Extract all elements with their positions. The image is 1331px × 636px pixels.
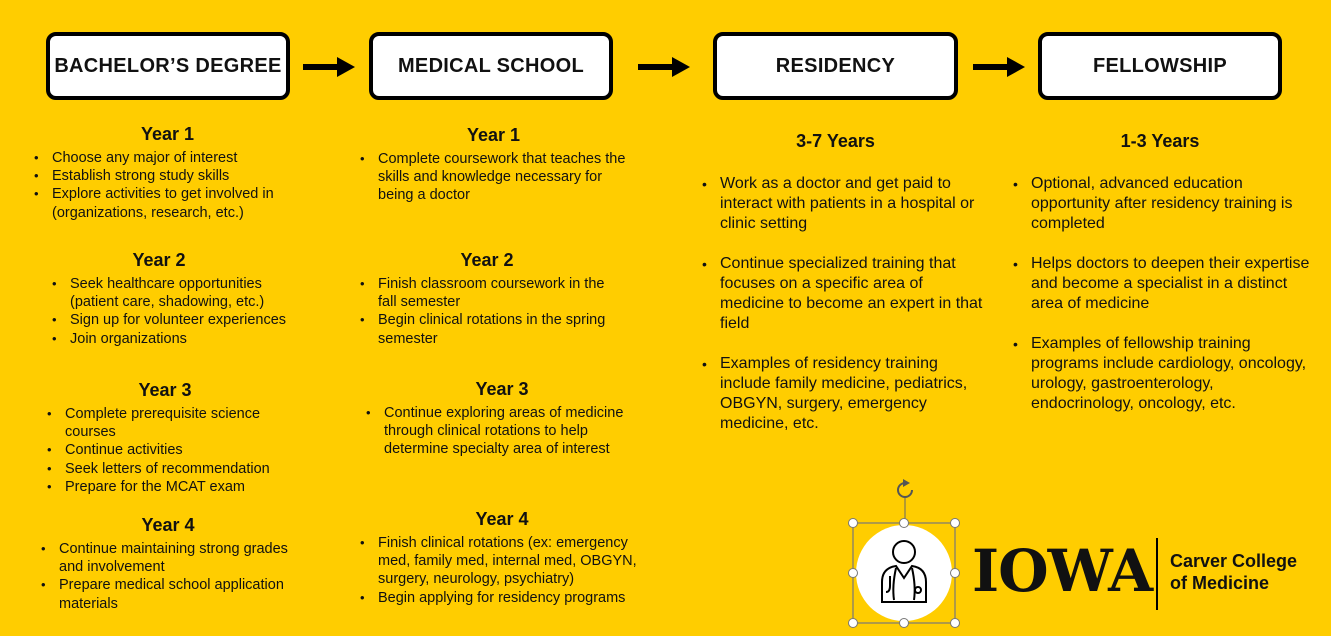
doctor-icon-selection[interactable] bbox=[840, 478, 970, 628]
stage-label: MEDICAL SCHOOL bbox=[397, 54, 585, 77]
list-item: • Finish clinical rotations (ex: emergency med, family med, internal med, OBGYN, surgery, neurology, psychiatry) bbox=[356, 534, 648, 589]
stage-label: BACHELOR’S DEGREE bbox=[54, 54, 282, 77]
year-heading: Year 2 bbox=[460, 250, 514, 270]
list-item: • Complete prerequisite science courses bbox=[43, 405, 305, 441]
year-heading: Year 3 bbox=[138, 380, 192, 400]
stage-fellowship bbox=[1038, 32, 1282, 100]
list-item: • Begin applying for residency programs bbox=[356, 589, 648, 607]
stage-bachelors-degree bbox=[46, 32, 290, 100]
year-heading: Year 2 bbox=[132, 250, 186, 270]
list-item: • Begin clinical rotations in the spring semester bbox=[356, 311, 618, 347]
list-item: • Complete coursework that teaches the skills and knowledge necessary for being a doctor bbox=[356, 150, 631, 205]
list-item: • Examples of fellowship training programs include cardiology, oncology, urology, gastroenterology, endocrinology, oncology, etc. bbox=[1011, 334, 1311, 414]
list-item: • Optional, advanced education opportunity after residency training is completed bbox=[1011, 174, 1311, 234]
medschool-year-1 bbox=[356, 125, 631, 205]
medschool-year-2 bbox=[356, 250, 618, 348]
list-item: • Prepare medical school application materials bbox=[37, 576, 309, 612]
fellowship-list bbox=[1011, 174, 1311, 434]
arrow-right-icon bbox=[973, 57, 1025, 77]
logo-divider bbox=[1156, 538, 1158, 610]
iowa-wordmark: IOWA bbox=[972, 537, 1153, 605]
logo-line-1: Carver College bbox=[1170, 551, 1298, 571]
list-item: • Continue exploring areas of medicine through clinical rotations to help determine specialty area of interest bbox=[362, 404, 642, 459]
bachelors-year-2 bbox=[48, 250, 310, 348]
list-item: • Continue maintaining strong grades and involvement bbox=[37, 540, 309, 576]
list-item: • Finish classroom coursework in the fall semester bbox=[356, 275, 618, 311]
list-item: • Examples of residency training include family medicine, pediatrics, OBGYN, surgery, emergency medicine, etc. bbox=[700, 354, 990, 434]
carver-college-name bbox=[1170, 550, 1297, 594]
list-item: • Explore activities to get involved in (organizations, research, etc.) bbox=[30, 185, 305, 221]
bachelors-year-1 bbox=[30, 124, 305, 222]
list-item: • Sign up for volunteer experiences bbox=[48, 311, 310, 329]
list-item: • Continue activities bbox=[43, 441, 305, 459]
year-heading: Year 4 bbox=[475, 509, 529, 529]
list-item: • Seek healthcare opportunities (patient care, shadowing, etc.) bbox=[48, 275, 310, 311]
residency-list bbox=[700, 174, 990, 454]
arrow-right-icon bbox=[638, 57, 690, 77]
list-item: • Prepare for the MCAT exam bbox=[43, 478, 305, 496]
logo-line-2: of Medicine bbox=[1170, 573, 1270, 593]
year-heading: Year 3 bbox=[475, 379, 529, 399]
list-item: • Work as a doctor and get paid to interact with patients in a hospital or clinic setting bbox=[700, 174, 990, 234]
list-item: • Continue specialized training that focuses on a specific area of medicine to become an expert in that field bbox=[700, 254, 990, 334]
medschool-year-4 bbox=[356, 509, 648, 607]
list-item: • Seek letters of recommendation bbox=[43, 460, 305, 478]
medschool-year-3 bbox=[362, 379, 642, 459]
list-item: • Helps doctors to deepen their expertise and become a specialist in a distinct area of medicine bbox=[1011, 254, 1311, 314]
residency-duration: 3-7 Years bbox=[796, 131, 875, 151]
year-heading: Year 1 bbox=[466, 125, 521, 145]
stage-label: RESIDENCY bbox=[775, 54, 896, 77]
stage-residency bbox=[713, 32, 958, 100]
fellowship-duration: 1-3 Years bbox=[1120, 131, 1200, 151]
bachelors-year-4 bbox=[37, 515, 309, 613]
stage-label: FELLOWSHIP bbox=[1092, 54, 1228, 77]
list-item: • Choose any major of interest bbox=[30, 149, 305, 167]
doctor-icon-background bbox=[856, 525, 952, 621]
bachelors-year-3 bbox=[43, 380, 305, 496]
list-item: • Establish strong study skills bbox=[30, 167, 305, 185]
year-heading: Year 4 bbox=[141, 515, 195, 535]
arrow-right-icon bbox=[303, 57, 355, 77]
year-heading: Year 1 bbox=[140, 124, 195, 144]
stage-medical-school bbox=[369, 32, 613, 100]
rotate-handle-icon[interactable] bbox=[898, 479, 912, 523]
list-item: • Join organizations bbox=[48, 330, 310, 348]
